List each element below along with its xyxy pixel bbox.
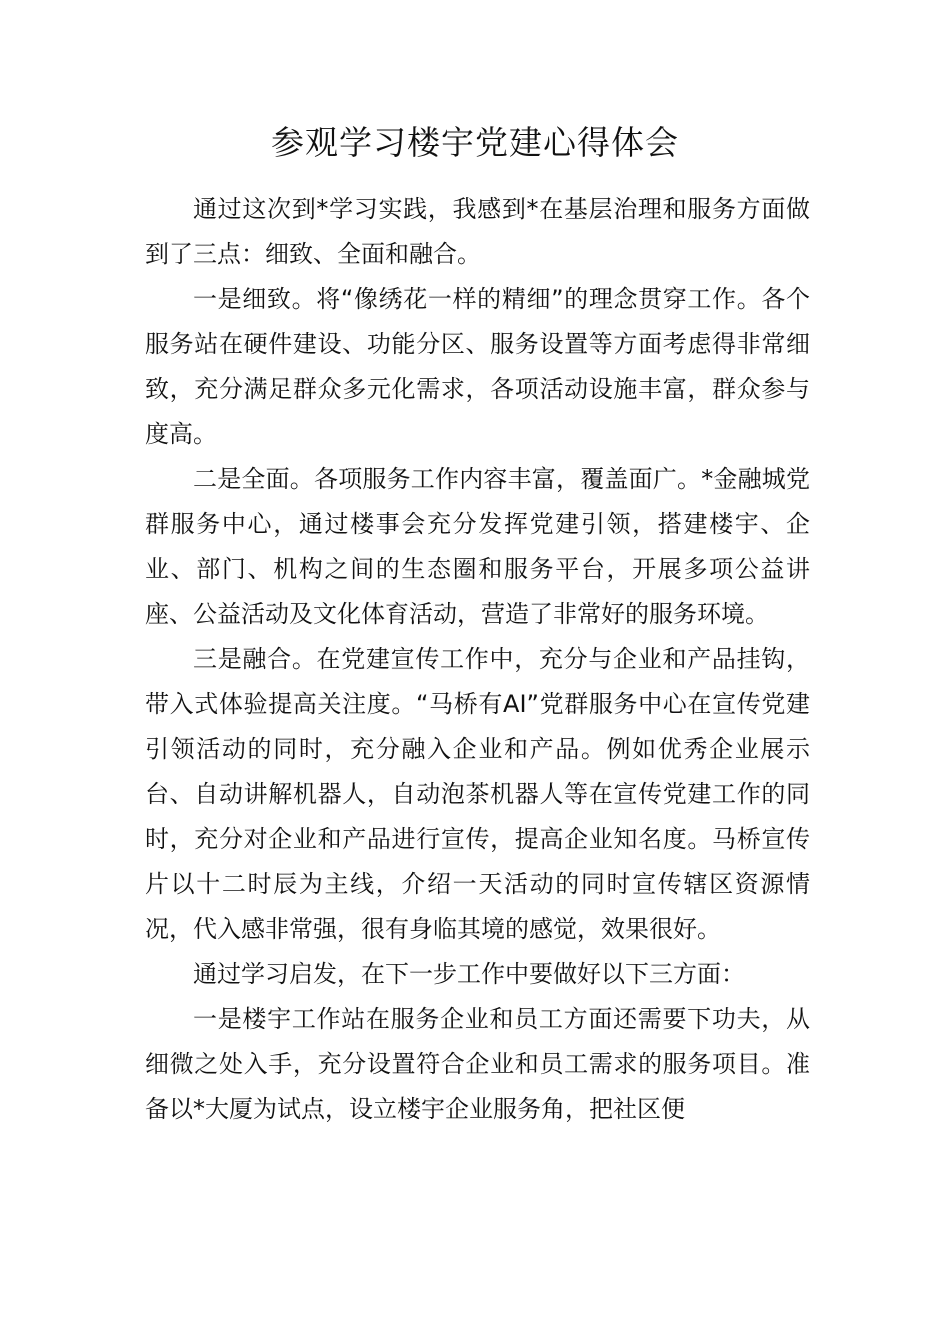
document-title: 参观学习楼宇党建心得体会 xyxy=(271,123,679,162)
paragraph-point-3: 三是融合。在党建宣传工作中，充分与企业和产品挂钩，带入式体验提高关注度。“马桥有AI”党群服务中心在宣传党建引领活动的同时，充分融入企业和产品。例如优秀企业展示台、自动讲解机器人，自动泡茶机器人等在宣传党建工作的同时，充分对企业和产品进行宣传，提高企业知名度。马桥宣传片以十二时辰为主线，介绍一天活动的同时宣传辖区资源情况，代入感非常强，很有身临其境的感觉，效果很好。 xyxy=(145,645,810,943)
paragraph-next-steps: 通过学习启发，在下一步工作中要做好以下三方面： xyxy=(193,960,745,988)
paragraph-intro: 通过这次到*学习实践，我感到*在基层治理和服务方面做到了三点：细致、全面和融合。 xyxy=(145,195,810,268)
document-body xyxy=(145,187,810,1132)
paragraph-point-2: 二是全面。各项服务工作内容丰富，覆盖面广。*金融城党群服务中心，通过楼事会充分发挥党建引领，搭建楼宇、企业、部门、机构之间的生态圈和服务平台，开展多项公益讲座、公益活动及文化体育活动，营造了非常好的服务环境。 xyxy=(145,465,810,628)
paragraph-next-step-1: 一是楼宇工作站在服务企业和员工方面还需要下功夫，从细微之处入手，充分设置符合企业和员工需求的服务项目。准备以*大厦为试点，设立楼宇企业服务角，把社区便 xyxy=(145,1005,810,1123)
paragraph-point-1: 一是细致。将“像绣花一样的精细”的理念贯穿工作。各个服务站在硬件建设、功能分区、服务设置等方面考虑得非常细致，充分满足群众多元化需求，各项活动设施丰富，群众参与度高。 xyxy=(145,285,810,448)
